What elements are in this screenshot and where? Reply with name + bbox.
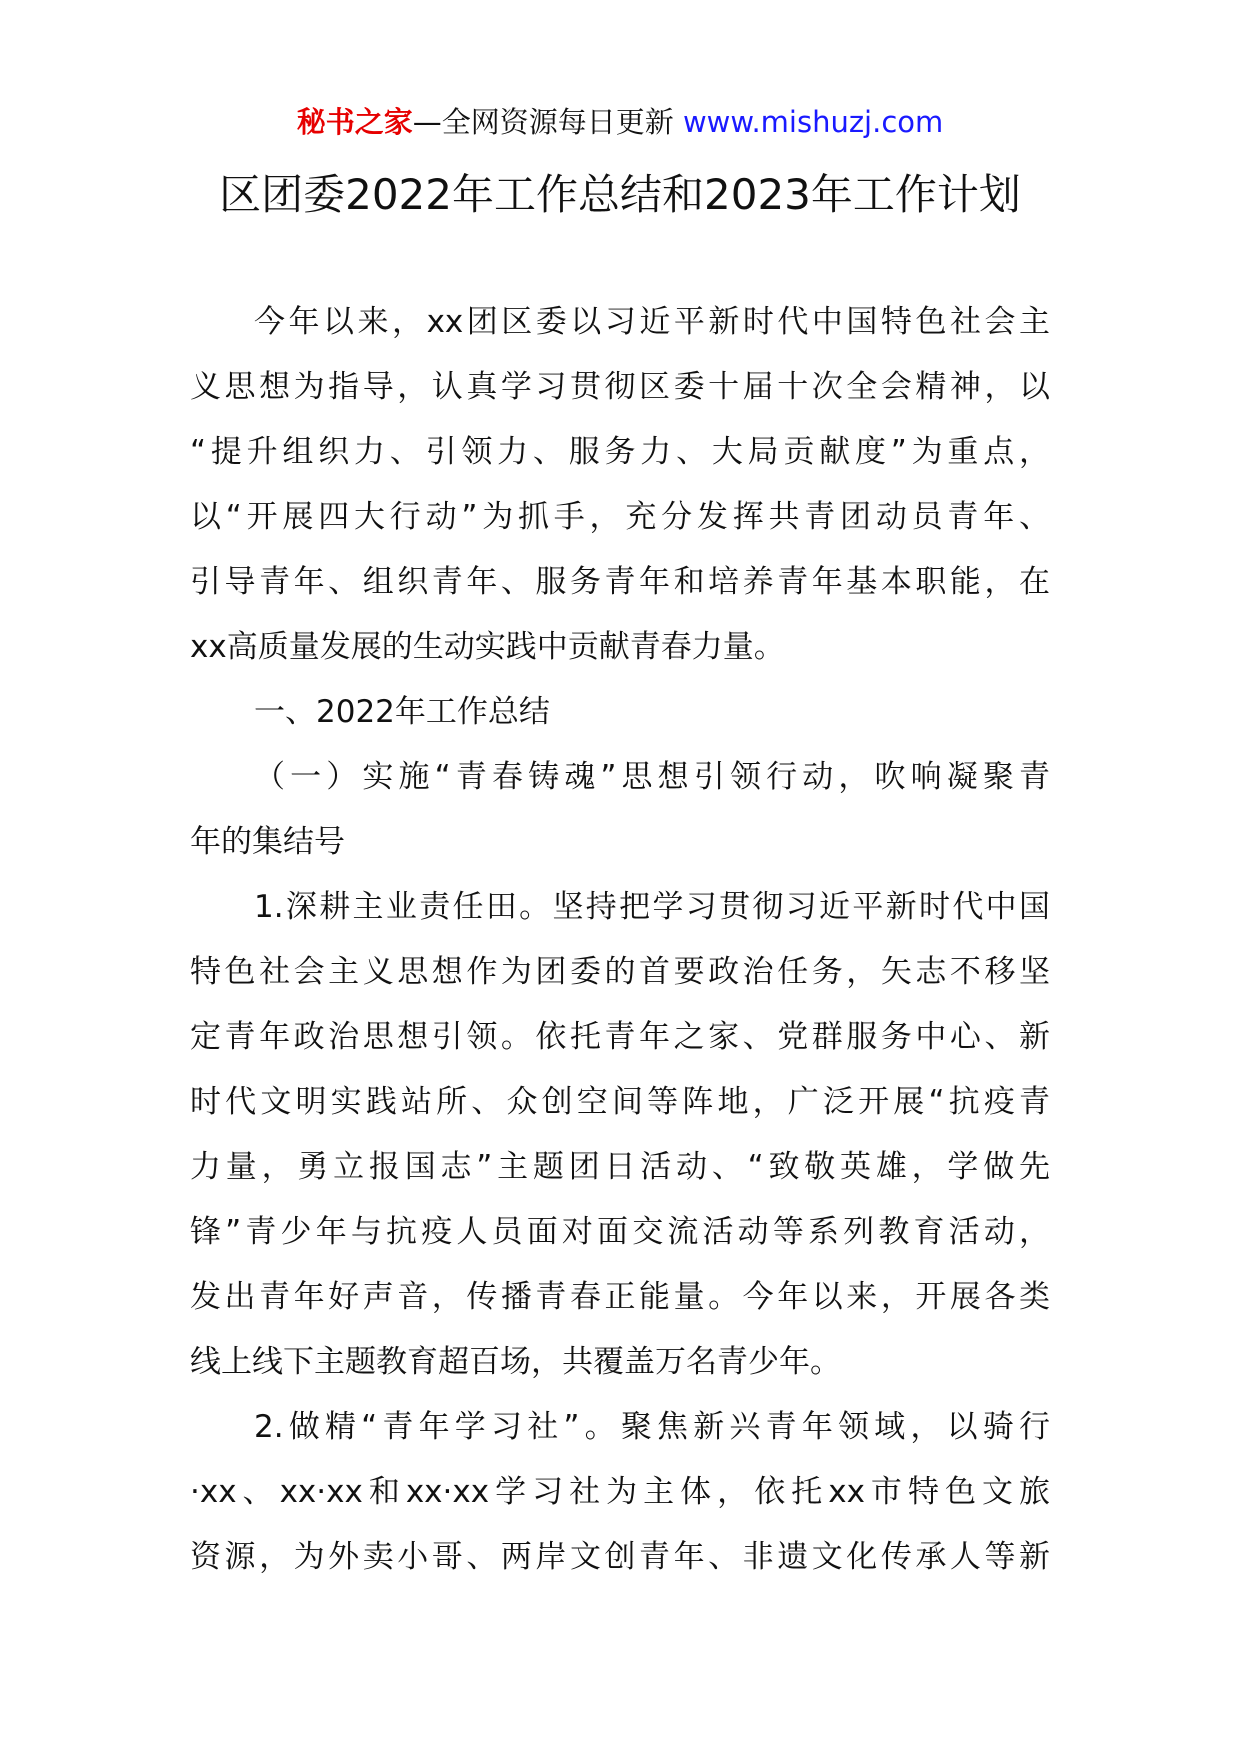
text-line: 2.做精“青年学习社”。聚焦新兴青年领域，以骑行 xyxy=(254,1409,1050,1445)
text-line: 力量，勇立报国志”主题团日活动、“致敬英雄，学做先 xyxy=(190,1149,1050,1185)
text-line: 锋”青少年与抗疫人员面对面交流活动等系列教育活动， xyxy=(190,1214,1050,1250)
text-line: 年的集结号 xyxy=(190,824,345,860)
document-title: 区团委2022年工作总结和2023年工作计划 xyxy=(219,170,1021,219)
text-line: 定青年政治思想引领。依托青年之家、党群服务中心、新 xyxy=(190,1019,1050,1055)
text-line: 时代文明实践站所、众创空间等阵地，广泛开展“抗疫青 xyxy=(190,1084,1050,1120)
text-line: 资源，为外卖小哥、两岸文创青年、非遗文化传承人等新 xyxy=(190,1539,1050,1575)
site-slogan: —全网资源每日更新 xyxy=(412,105,683,139)
text-line: ·xx、xx·xx和xx·xx学习社为主体，依托xx市特色文旅 xyxy=(190,1474,1050,1510)
site-url-link[interactable]: www.mishuzj.com xyxy=(682,105,944,139)
text-line: （一）实施“青春铸魂”思想引领行动，吹响凝聚青 xyxy=(254,759,1050,795)
site-brand: 秘书之家 xyxy=(296,105,413,139)
text-line: 发出青年好声音，传播青春正能量。今年以来，开展各类 xyxy=(190,1279,1050,1315)
text-line: 以“开展四大行动”为抓手，充分发挥共青团动员青年、 xyxy=(190,499,1050,535)
document-body xyxy=(190,290,1050,1590)
text-line: 特色社会主义思想作为团委的首要政治任务，矢志不移坚 xyxy=(190,954,1050,990)
text-line: 一、2022年工作总结 xyxy=(254,694,550,730)
text-line: 义思想为指导，认真学习贯彻区委十届十次全会精神，以 xyxy=(190,369,1050,405)
text-line: 线上线下主题教育超百场，共覆盖万名青少年。 xyxy=(190,1344,841,1380)
text-line: “提升组织力、引领力、服务力、大局贡献度”为重点， xyxy=(190,434,1050,470)
text-line: xx高质量发展的生动实践中贡献青春力量。 xyxy=(190,629,785,665)
text-line: 1.深耕主业责任田。坚持把学习贯彻习近平新时代中国 xyxy=(254,889,1050,925)
text-line: 引导青年、组织青年、服务青年和培养青年基本职能，在 xyxy=(190,564,1050,600)
site-header xyxy=(0,100,1240,144)
text-line: 今年以来，xx团区委以习近平新时代中国特色社会主 xyxy=(254,304,1050,340)
